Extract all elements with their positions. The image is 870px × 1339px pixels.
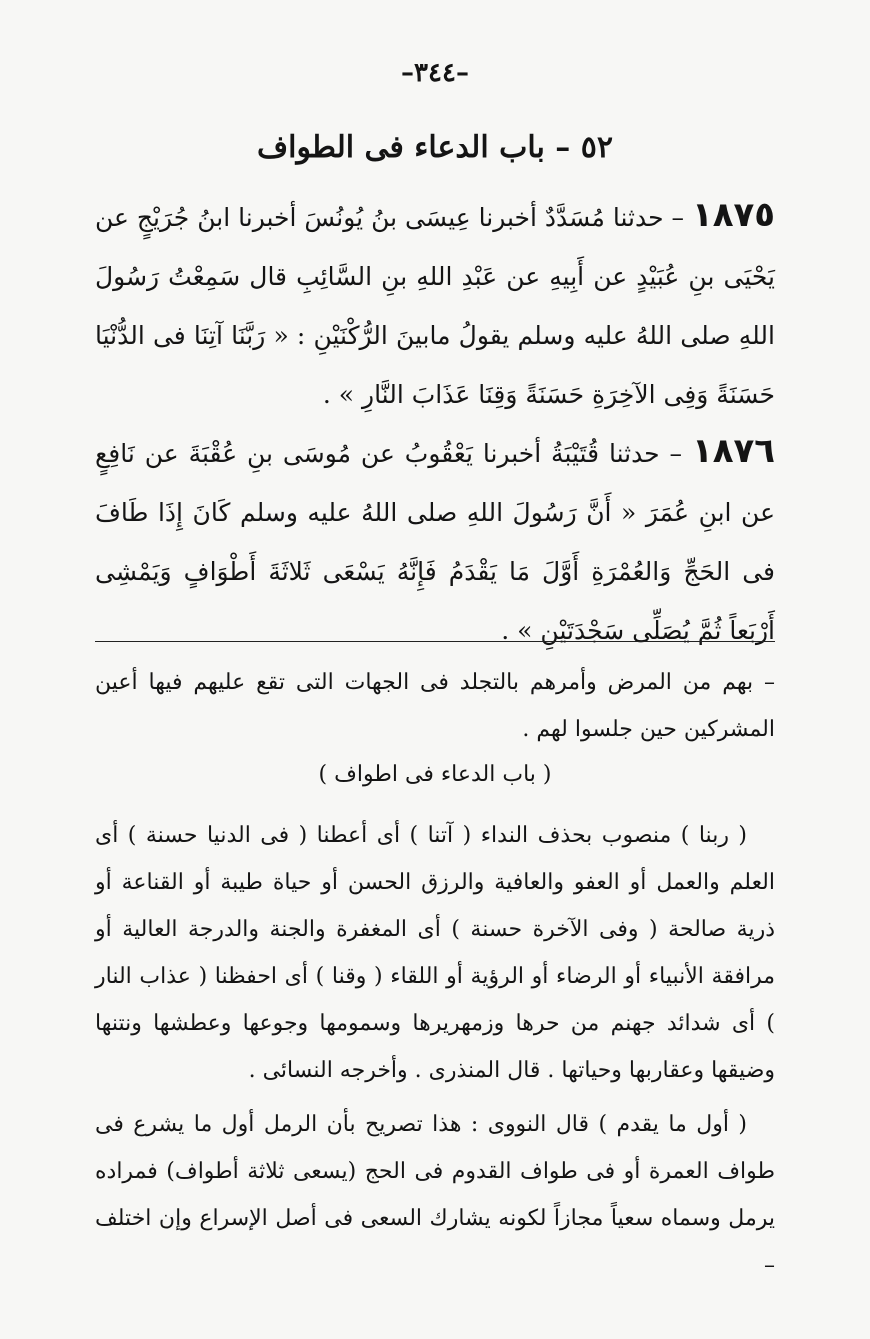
commentary-paragraph-2 [95,1101,775,1289]
commentary-paragraph-1 [95,812,775,1094]
footnote-divider [95,641,775,642]
hadith-1875 [95,186,775,424]
hadith-text: – حدثنا مُسَدَّدٌ أخبرنا عِيسَى بنُ يُونُسَ أخبرنا ابنُ جُرَيْجٍ عن يَحْيَى بنِ عُبَيْدٍ عن أَبِيهِ عن عَبْدِ اللهِ بنِ السَّائِبِ قال سَمِعْتُ رَسُولَ اللهِ صلى اللهُ عليه وسلم يقولُ مابينَ الرُّكْنَيْنِ : « رَبَّنَا آتِنَا فى الدُّنْيَا حَسَنَةً وَفِى الآخِرَةِ حَسَنَةً وَقِنَا عَذَابَ النَّارِ » . [95,203,775,409]
commentary-section-title: ( باب الدعاء فى اطواف ) [318,762,552,787]
commentary-paragraph-text: ( ربنا ) منصوب بحذف النداء ( آتنا ) أى أعطنا ( فى الدنيا حسنة ) أى العلم والعمل أو العفو والعافية والرزق الحسن أو حياة طيبة أو القناعة أو ذرية صالحة ( وفى الآخرة حسنة ) أى المغفرة والجنة والدرجة العالية أو مرافقة الأنبياء أو الرضاء أو الرؤية أو اللقاء ( وقنا ) أى احفظنا ( عذاب النار ) أى شدائد جهنم من حرها وزمهريرها وسمومها وجوعها وعطشها ونتنها وضيقها وعقاربها وحياتها . قال المنذرى . وأخرجه النسائى . [95,823,775,1083]
hadith-1876 [95,422,775,660]
hadith-number: ١٨٧٥ [691,195,775,235]
chapter-heading: ٥٢ – باب الدعاء فى الطواف [257,130,613,165]
commentary-paragraph-text: ( أول ما يقدم ) قال النووى : هذا تصريح بأن الرمل أول ما يشرع فى طواف العمرة أو فى طواف القدوم فى الحج (يسعى ثلاثة أطواف) فمراده يرمل وسماه سعياً مجازاً لكونه يشارك السعى فى أصل الإسراع وإن اختلف – [95,1112,775,1278]
commentary-intro-text: – بهم من المرض وأمرهم بالتجلد فى الجهات التى تقع عليهم فيها أعين المشركين حين جلسوا لهم . [95,670,775,742]
hadith-text: – حدثنا قُتَيْبَةُ أخبرنا يَعْقُوبُ عن مُوسَى بنِ عُقْبَةَ عن نَافِعٍ عن ابنِ عُمَرَ « أَنَّ رَسُولَ اللهِ صلى اللهُ عليه وسلم كَانَ إِذَا طَافَ فى الحَجِّ وَالعُمْرَةِ أَوَّلَ مَا يَقْدَمُ فَإِنَّهُ يَسْعَى ثَلاثَةَ أَطْوَافٍ وَيَمْشِى أَرْبَعاً ثُمَّ يُصَلِّى سَجْدَتَيْنِ » . [95,439,775,645]
commentary-continuation [95,659,775,753]
page-number: –٣٤٤– [401,58,469,88]
hadith-number: ١٨٧٦ [691,431,775,471]
